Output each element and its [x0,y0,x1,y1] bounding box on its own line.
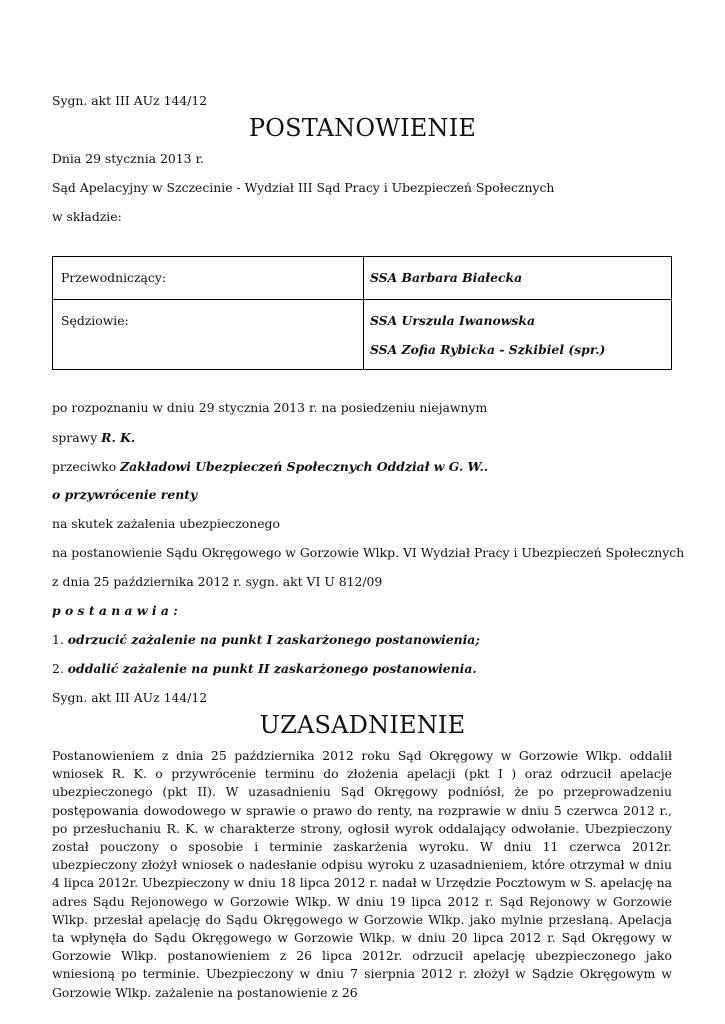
against-line [52,459,488,474]
decision-point-1 [52,632,480,647]
justification-title: UZASADNIENIE [259,711,466,739]
justification-signature: Sygn. akt III AUz 144/12 [52,690,208,705]
case-prefix: sprawy [52,430,102,445]
point-number: 2. [52,661,64,676]
considered-line: po rozpoznaniu w dniu 29 stycznia 2013 r. na posiedzeniu niejawnym [52,400,488,415]
presiding-judge: SSA Barbara Białecka [370,270,523,285]
judge-1: SSA Urszula Iwanowska [370,313,535,328]
composition-label: w składzie: [52,209,122,224]
against-party: Zakładowi Ubezpieczeń Społecznych Oddział w G. W.. [120,459,489,474]
ruling-date-line: z dnia 25 października 2012 r. sygn. akt VI U 812/09 [52,574,383,589]
judges-label: Sędziowie: [61,313,129,328]
panel-table [52,256,672,370]
justification-text: Postanowieniem z dnia 25 października 2012 roku Sąd Okręgowy w Gorzowie Wlkp. oddalił wniosek R. K. o przywrócenie terminu do złożenia apelacji (pkt I ) oraz odrzucił apelacje ubezpieczonego (pkt II). W uzasadnieniu Sąd Okręgowy podniósł, że po przeprowadzeniu postępowania dowodowego w sprawie o prawo do renty, na rozprawie w dniu 5 czerwca 2012 r., po przesłuchaniu R. K. w charakterze strony, ogłosił wyrok oddalający odwołanie. Ubezpieczony został pouczony o sposobie i terminie zaskarżenia wyroku. W dniu 11 czerwca 2012r. ubezpieczony złożył wniosek o nadesłanie odpisu wyroku z uzasadnieniem, które otrzymał w dniu 4 lipca 2012r. Ubezpieczony w dniu 18 lipca 2012 r. nadał w Urzędzie Pocztowym w S. apelację na adres Sądu Rejonowego w Gorzowie Wlkp. W dniu 19 lipca 2012 r. Sąd Rejonowy w Gorzowie Wlkp. przesłał apelację do Sądu Okręgowego w Gorzowie Wlkp. jako mylnie przesłaną. Apelacja ta wpłynęła do Sądu Okręgowego w Gorzowie Wlkp. w dniu 20 lipca 2012 r. Sąd Okręgowy w Gorzowie Wlkp. postanowieniem z 26 lipca 2012r. odrzucił apelację ubezpieczonego jako wniesioną po terminie. Ubezpieczony w dniu 7 sierpnia 2012 r. złożył w Sądzie Okręgowym w Gorzowie Wlkp. zażalenie na postanowienie z 26 [52,748,672,1000]
court-name: Sąd Apelacyjny w Szczecinie - Wydział III Sąd Pracy i Ubezpieczeń Społecznych [52,180,555,195]
against-prefix: przeciwko [52,459,121,474]
document-date: Dnia 29 stycznia 2013 r. [52,151,204,166]
point-text: odrzucić zażalenie na punkt I zaskarżonego postanowienia; [67,632,480,647]
decides-heading: p o s t a n a w i a : [52,603,178,618]
presiding-label: Przewodniczący: [61,270,167,285]
case-subject: o przywrócenie renty [52,487,198,502]
point-text: oddalić zażalenie na punkt II zaskarżonego postanowienia. [67,661,477,676]
point-number: 1. [52,632,64,647]
decision-point-2 [52,661,477,676]
case-line [52,430,135,445]
panel-column-divider [363,257,364,369]
document-title: POSTANOWIENIE [248,114,477,142]
case-signature: Sygn. akt III AUz 144/12 [52,93,208,108]
case-party: R. K. [101,430,136,445]
judge-2: SSA Zofia Rybicka - Szkibiel (spr.) [370,342,606,357]
complaint-line: na skutek zażalenia ubezpieczonego [52,516,280,531]
appealed-ruling-line: na postanowienie Sądu Okręgowego w Gorzowie Wlkp. VI Wydział Pracy i Ubezpieczeń Społecznych [52,545,685,560]
